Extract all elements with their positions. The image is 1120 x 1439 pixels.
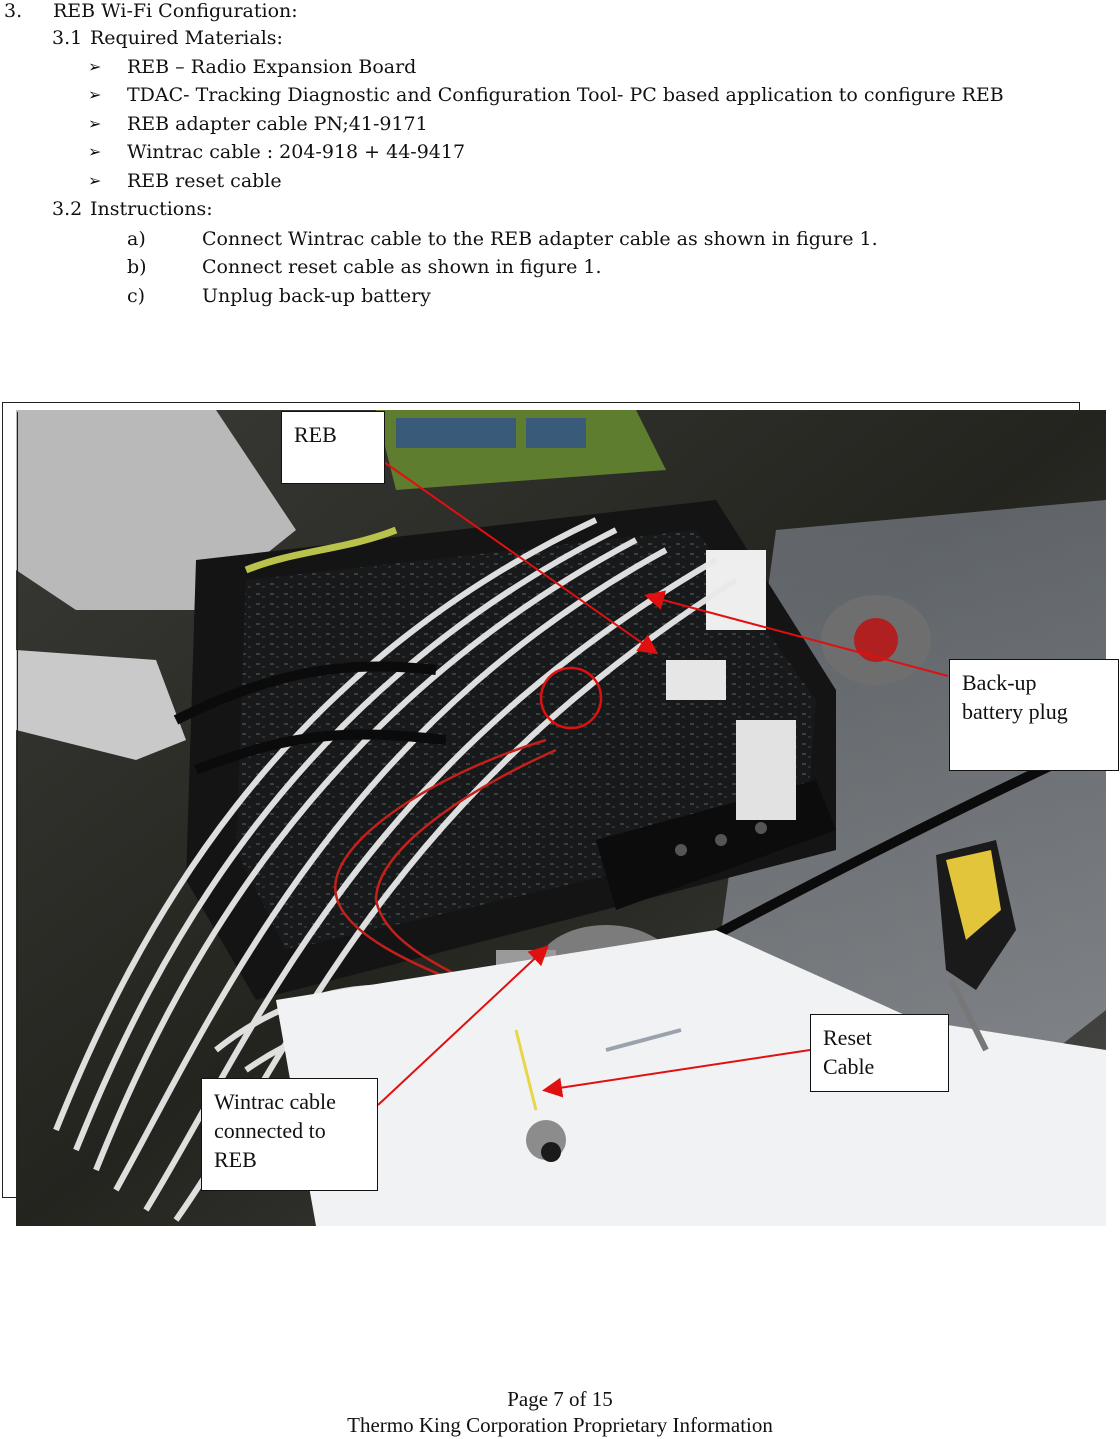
- document-page: 3. REB Wi-Fi Configuration: 3.1 Required Materials: ➢ REB – Radio Expansion Board ➢ TDAC- Tracking Diagnostic and Configuration Tool- PC based application to configure REB ➢ REB adapter cable PN;41-9171 ➢ Wintrac cable : 204-918 + 44-9417 ➢ REB reset cable 3.2 Instructions: a) Connect Wintrac cable to the REB adapter cable as shown in figure 1. b) Connect reset cable as shown in figure 1. c) Unplug back-up battery REB Back-up battery plug Reset Cable Wintrac cable connected to REB Page 7 of 15 Thermo King Corporation Proprietary Information: [0, 0, 1120, 1439]
- wintrac-callout: Wintrac cable connected to REB: [201, 1078, 378, 1191]
- section-title: REB Wi-Fi Configuration:: [53, 0, 298, 22]
- page-number: Page 7 of 15: [507, 1387, 613, 1411]
- arrowhead-bullet-icon: ➢: [88, 114, 102, 133]
- step-text: Connect Wintrac cable to the REB adapter cable as shown in figure 1.: [202, 228, 878, 250]
- proprietary-notice: Thermo King Corporation Proprietary Information: [347, 1413, 773, 1437]
- figure-photo: [16, 410, 1106, 1226]
- arrowhead-bullet-icon: ➢: [88, 171, 102, 190]
- section-number: 3.: [4, 0, 23, 22]
- materials-number: 3.1: [52, 27, 83, 49]
- arrowhead-bullet-icon: ➢: [88, 142, 102, 161]
- figure-inner-border: [17, 412, 21, 1195]
- instructions-number: 3.2: [52, 198, 83, 220]
- step-text: Unplug back-up battery: [202, 285, 431, 307]
- backup-battery-callout: Back-up battery plug: [949, 659, 1119, 771]
- step-marker: b): [127, 256, 147, 278]
- reset-cable-callout: Reset Cable: [810, 1014, 949, 1092]
- arrowhead-bullet-icon: ➢: [88, 85, 102, 104]
- step-marker: c): [127, 285, 146, 307]
- step-marker: a): [127, 228, 146, 250]
- instructions-heading: Instructions:: [90, 198, 213, 220]
- arrowhead-bullet-icon: ➢: [88, 57, 102, 76]
- reb-callout: REB: [281, 411, 385, 484]
- materials-heading: Required Materials:: [90, 27, 283, 49]
- step-text: Connect reset cable as shown in figure 1.: [202, 256, 602, 278]
- circuit-board-photo: [16, 410, 1106, 1226]
